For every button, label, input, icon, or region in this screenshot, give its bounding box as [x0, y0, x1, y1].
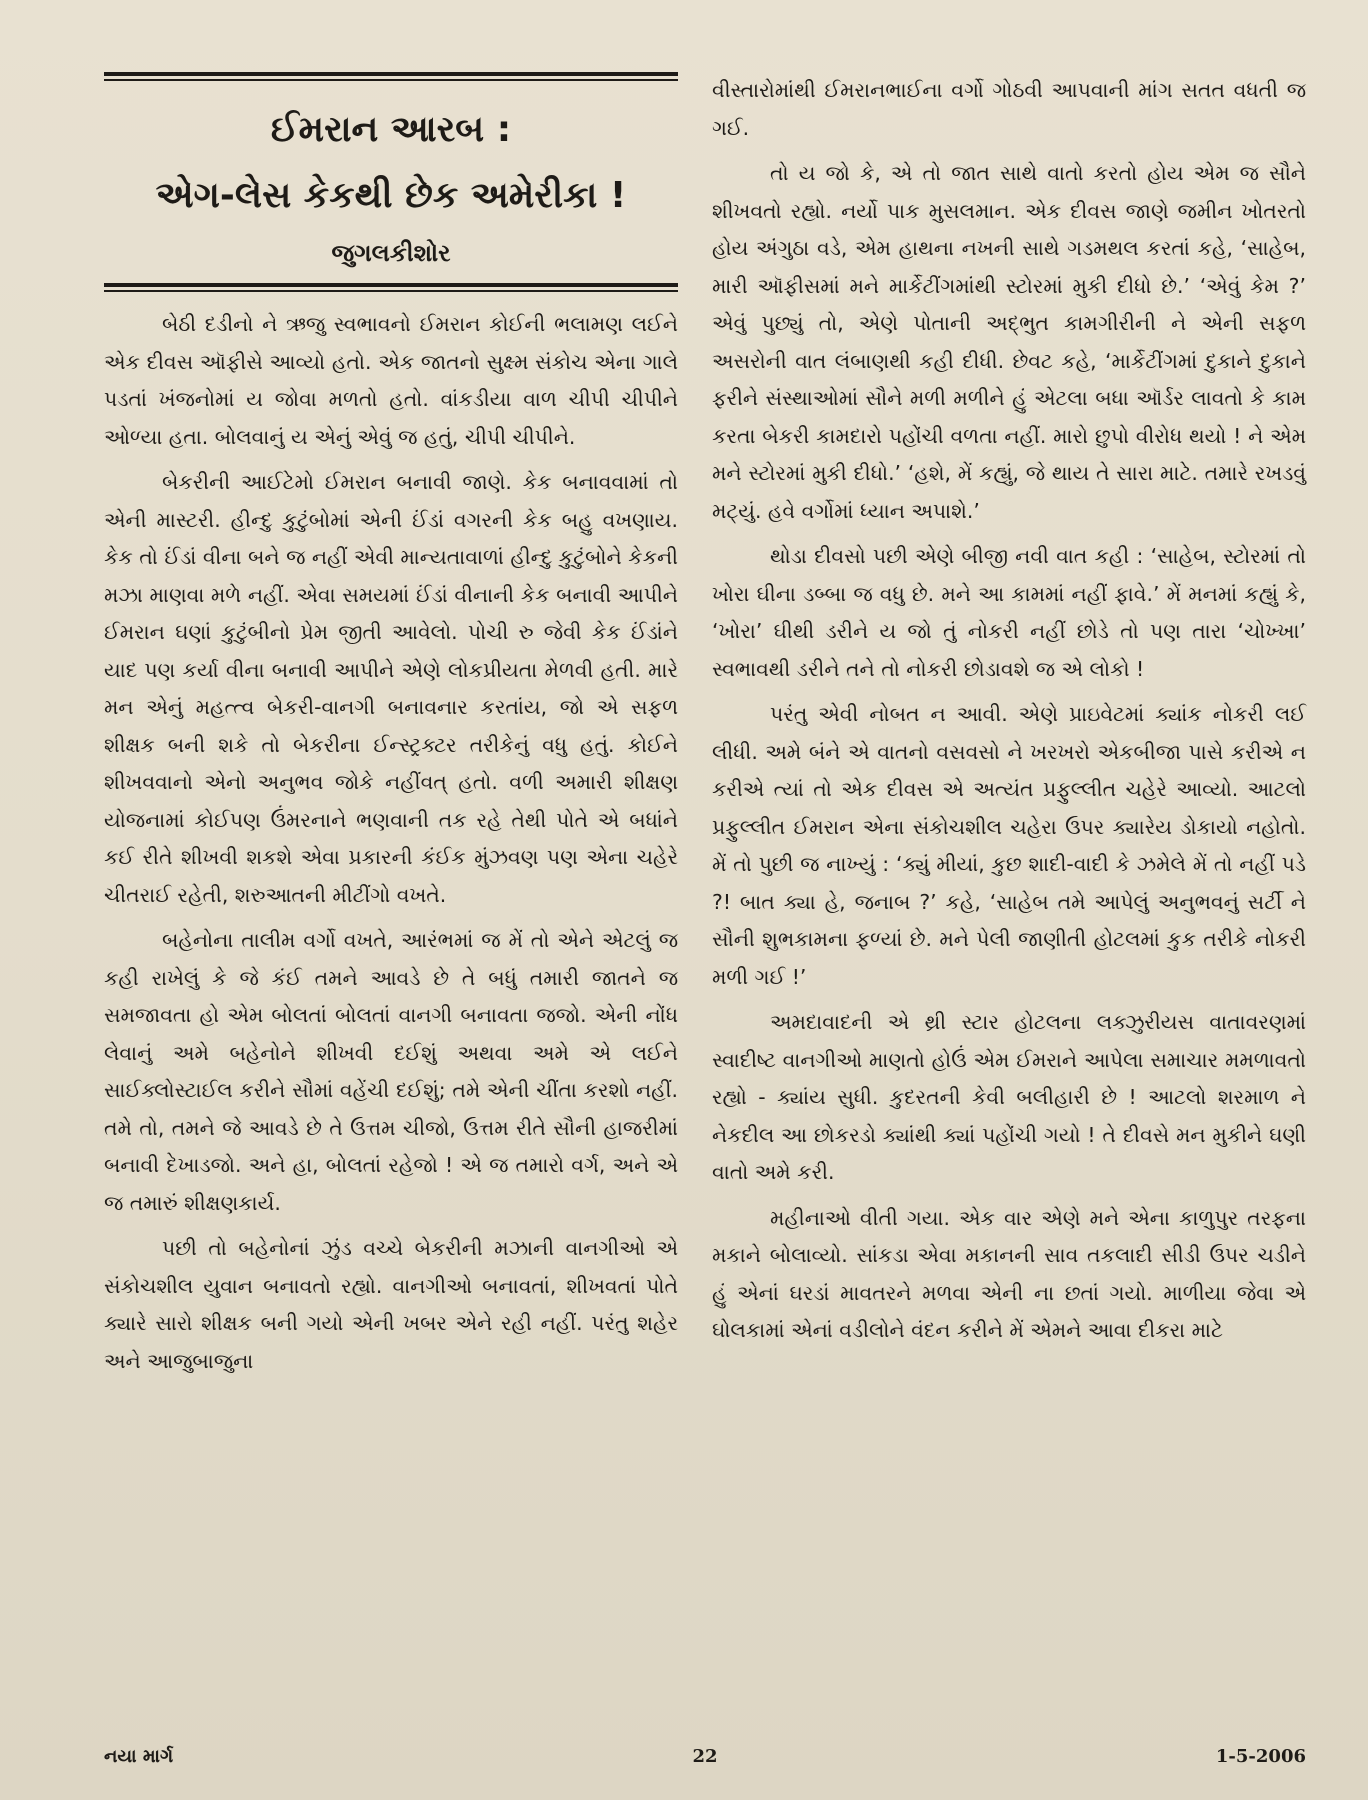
right-column — [712, 72, 1306, 1350]
page-number: 22 — [692, 1746, 718, 1767]
left-column — [104, 72, 678, 1380]
article-title-line2: એગ-લેસ કેકથી છેક અમેરીકા ! — [155, 175, 627, 216]
paragraph: પરંતુ એવી નોબત ન આવી. એણે પ્રાઇવેટમાં ક્યાંક નોકરી લઈ લીધી. અમે બંને એ વાતનો વસવસો ને ખરખરો એકબીજા પાસે કરીએ ન કરીએ ત્યાં તો એક દીવસ એ અત્યંત પ્રફુલ્લીત ચહેરે આવ્યો. આટલો પ્રફુલ્લીત ઈમરાન એના સંકોચશીલ ચહેરા ઉપર ક્યારેય ડોકાયો નહોતો. મેં તો પુછી જ નાખ્યું : ‘ક્યું મીયાં, કુછ શાદી-વાદી કે ઝમેલે મેં તો નહીં પડે ?! બાત ક્યા હે, જનાબ ?’ કહે, ‘સાહેબ તમે આપેલું અનુભવનું સર્ટી ને સૌની શુભકામના ફળ્યાં છે. મને પેલી જાણીતી હોટલમાં કુક તરીકે નોકરી મળી ગઈ !’ — [712, 702, 1306, 989]
paragraph-continued: વીસ્તારોમાંથી ઈમરાનભાઈના વર્ગો ગોઠવી આપવાની માંગ સતત વધતી જ ગઈ. — [712, 78, 1306, 140]
title-rule-bottom-thin — [104, 290, 678, 292]
author-name: જુગલકીશોર — [331, 239, 451, 267]
paragraph: અમદાવાદની એ થ્રી સ્ટાર હોટલના લક્ઝુરીયસ વાતાવરણમાં સ્વાદીષ્ટ વાનગીઓ માણતો હોઉં એમ ઈમરાને આપેલા સમાચાર મમળાવતો રહ્યો - ક્યાંય સુધી. કુદરતની કેવી બલીહારી છે ! આટલો શરમાળ ને નેકદીલ આ છોકરડો ક્યાંથી ક્યાં પહોંચી ગયો ! તે દીવસે મન મુકીને ઘણી વાતો અમે કરી. — [712, 1010, 1306, 1184]
issue-date: 1-5-2006 — [1215, 1746, 1306, 1767]
paragraph: મહીનાઓ વીતી ગયા. એક વાર એણે મને એના કાળુપુર તરફના મકાને બોલાવ્યો. સાંકડા એવા મકાનની સાવ તકલાદી સીડી ઉપર ચડીને હું એનાં ઘરડાં માવતરને મળવા એની ના છતાં ગયો. માળીયા જેવા એ ઘોલકામાં એનાં વડીલોને વંદન કરીને મેં એમને આવા દીકરા માટે — [712, 1205, 1306, 1342]
paragraph: થોડા દીવસો પછી એણે બીજી નવી વાત કહી : ‘સાહેબ, સ્ટોરમાં તો ખોરા ઘીના ડબ્બા જ વધુ છે. મને આ કામમાં નહીં ફાવે.’ મેં મનમાં કહ્યું કે, ‘ખોરા’ ઘીથી ડરીને ય જો તું નોકરી નહીં છોડે તો પણ તારા ‘ચોખ્ખા’ સ્વભાવથી ડરીને તને તો નોકરી છોડાવશે જ એ લોકો ! — [712, 544, 1306, 681]
publication-name: નયા માર્ગ — [104, 1746, 174, 1767]
paragraph: બહેનોના તાલીમ વર્ગો વખતે, આરંભમાં જ મેં તો એને એટલું જ કહી રાખેલું કે જે કંઈ તમને આવડે છે તે બધું તમારી જાતને જ સમજાવતા હો એમ બોલતાં બોલતાં વાનગી બનાવતા જજો. એની નોંધ લેવાનું અમે બહેનોને શીખવી દઈશું અથવા અમે એ લઈને સાઈક્લોસ્ટાઈલ કરીને સૌમાં વહેંચી દઈશું; તમે એની ચીંતા કરશો નહીં. તમે તો, તમને જે આવડે છે તે ઉત્તમ ચીજો, ઉત્તમ રીતે સૌની હાજરીમાં બનાવી દેખાડજો. અને હા, બોલતાં રહેજો ! એ જ તમારો વર્ગ, અને એ જ તમારું શીક્ષણકાર્ય. — [104, 928, 678, 1215]
paragraph: બેઠી દડીનો ને ઋજુ સ્વભાવનો ઈમરાન કોઈની ભલામણ લઈને એક દીવસ ઑફીસે આવ્યો હતો. એક જાતનો સુક્ષ્મ સંકોચ એના ગાલે પડતાં ખંજનોમાં ય જોવા મળતો હતો. વાંકડીયા વાળ ચીપી ચીપીને ઓળ્યા હતા. બોલવાનું ય એનું એવું જ હતું, ચીપી ચીપીને. — [104, 312, 678, 449]
title-rule-top — [104, 72, 678, 76]
title-rule-bottom — [104, 283, 678, 287]
article-title-line1: ઈમરાન આરબ : — [270, 109, 512, 150]
paragraph: બેકરીની આઈટેમો ઈમરાન બનાવી જાણે. કેક બનાવવામાં તો એની માસ્ટરી. હીન્દુ કુટુંબોમાં એની ઈંડાં વગરની કેક બહુ વખણાય. કેક તો ઈંડાં વીના બને જ નહીં એવી માન્યતાવાળાં હીન્દુ કુટુંબોને કેકની મઝા માણવા મળે નહીં. એવા સમયમાં ઈંડાં વીનાની કેક બનાવી આપીને ઈમરાન ઘણાં કુટુંબીનો પ્રેમ જીતી આવેલો. પોચી રુ જેવી કેક ઈંડાંને યાદ પણ કર્યા વીના બનાવી આપીને એણે લોકપ્રીયતા મેળવી હતી. મારે મન એનું મહત્ત્વ બેકરી-વાનગી બનાવનાર કરતાંય, જો એ સફળ શીક્ષક બની શકે તો બેકરીના ઈન્સ્ટ્રક્ટર તરીકેનું વધુ હતું. કોઈને શીખવવાનો એનો અનુભવ જોકે નહીંવત્ હતો. વળી અમારી શીક્ષણ યોજનામાં કોઈપણ ઉંમરનાને ભણવાની તક રહે તેથી પોતે એ બધાંને કઈ રીતે શીખવી શકશે એવા પ્રકારની કંઈક મુંઝવણ પણ એના ચહેરે ચીતરાઈ રહેતી, શરુઆતની મીટીંગો વખતે. — [104, 470, 678, 907]
paragraph: તો ય જો કે, એ તો જાત સાથે વાતો કરતો હોય એમ જ સૌને શીખવતો રહ્યો. નર્યો પાક મુસલમાન. એક દીવસ જાણે જમીન ખોતરતો હોય અંગુઠા વડે, એમ હાથના નખની સાથે ગડમથલ કરતાં કહે, ‘સાહેબ, મારી ઑફીસમાં મને માર્કેટીંગમાંથી સ્ટોરમાં મુકી દીધો છે.’ ‘એવું કેમ ?’ એવું પુછ્યું તો, એણે પોતાની અદ્ભુત કામગીરીની ને એની સફળ અસરોની વાત લંબાણથી કહી દીધી. છેવટ કહે, ‘માર્કેટીંગમાં દુકાને દુકાને ફરીને સંસ્થાઓમાં સૌને મળી મળીને હું એટલા બધા ઑર્ડર લાવતો કે કામ કરતા બેકરી કામદારો પહોંચી વળતા નહીં. મારો છુપો વીરોધ થયો ! ને એમ મને સ્ટોરમાં મુકી દીધો.’ ‘હશે, મેં કહ્યું, જે થાય તે સારા માટે. તમારે રખડવું મટ્યું. હવે વર્ગોમાં ધ્યાન અપાશે.’ — [712, 161, 1306, 523]
title-rule-top-thin — [104, 79, 678, 81]
paragraph: પછી તો બહેનોનાં ઝુંડ વચ્ચે બેકરીની મઝાની વાનગીઓ એ સંકોચશીલ યુવાન બનાવતો રહ્યો. વાનગીઓ બનાવતાં, શીખવતાં પોતે ક્યારે સારો શીક્ષક બની ગયો એની ખબર એને રહી નહીં. પરંતુ શહેર અને આજુબાજુના — [104, 1236, 678, 1373]
